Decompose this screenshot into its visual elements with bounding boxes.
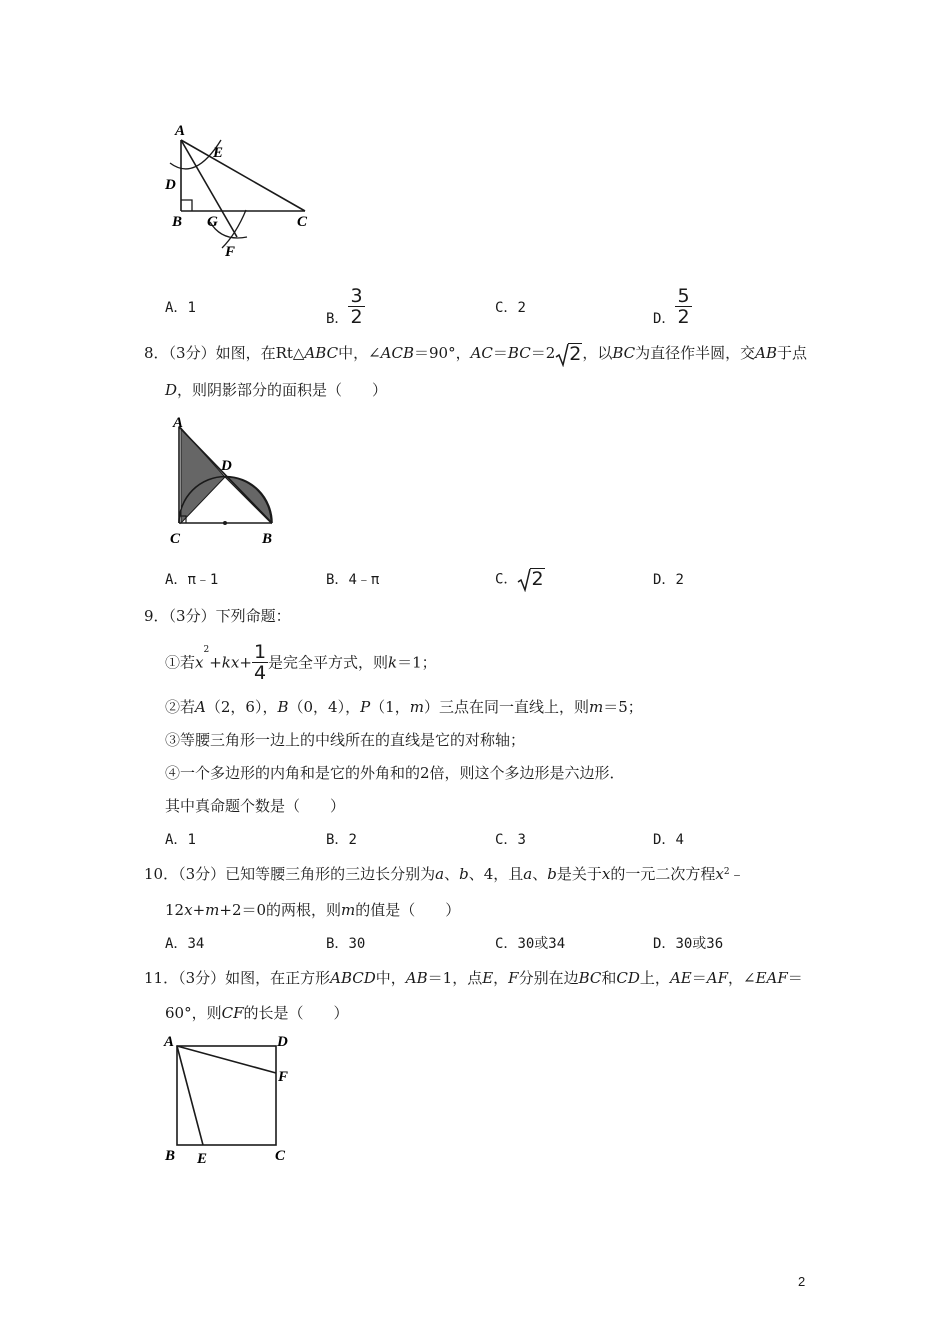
q10-option-a: A．34 xyxy=(165,936,205,952)
q8-option-d: D．2 xyxy=(653,572,684,588)
sqrt: 2 xyxy=(517,568,544,591)
q9-statement-4: ④一个多边形的内角和是它的外角和的2倍，则这个多边形是六边形． xyxy=(165,764,625,782)
q10-option-d: D．30或36 xyxy=(653,936,724,952)
q11-stem-line1: 11．（3分）如图，在正方形ABCD中，AB＝1，点E，F分别在边BC和CD上，AE＝AF，∠EAF＝ xyxy=(144,969,803,987)
q7-option-d: D． $\frac{5}{2}$ xyxy=(653,285,690,328)
q7-option-b: B． $\frac{3}{2}$ xyxy=(326,285,363,328)
q9-option-c: C．3 xyxy=(495,832,526,848)
q7-label-a: A xyxy=(175,123,186,139)
q8-option-b: B．4﹣π xyxy=(326,572,380,588)
q7-label-d: D xyxy=(165,177,176,193)
q11-label-f: F xyxy=(278,1069,289,1085)
q8-stem-line1: 8．（3分）如图，在Rt△ABC中，∠ACB＝90°，AC＝BC＝2 2，以BC为直径作半圆，交AB于点 xyxy=(144,343,808,365)
q11-figure xyxy=(160,1028,300,1168)
q11-label-a: A xyxy=(164,1034,175,1050)
q8-stem-line2: D，则阴影部分的面积是（ ） xyxy=(165,381,388,399)
q7-label-f: F xyxy=(225,244,236,260)
q8-option-a: A．π﹣1 xyxy=(165,572,219,588)
q8-label-d: D xyxy=(221,458,232,474)
q10-stem-line1: 10．（3分）已知等腰三角形的三边长分别为a、b、4，且a、b是关于x的一元二次方程$x^2﹣$ xyxy=(144,865,745,883)
q8-label-a: A xyxy=(173,415,184,431)
q7-label-g: G xyxy=(207,214,218,230)
q7-option-a: A．1 xyxy=(165,300,196,316)
q9-option-a: A．1 xyxy=(165,832,196,848)
q11-label-e: E xyxy=(197,1151,208,1167)
q10-option-c: C．30或34 xyxy=(495,936,566,952)
q7-label-c: C xyxy=(297,214,308,230)
q11-stem-line2: 60°，则CF的长是（ ） xyxy=(165,1004,349,1022)
q8-label-b: B xyxy=(262,531,273,547)
q7-label-e: E xyxy=(213,145,224,161)
q9-statement-1: ①若$x^2+kx+$ $\frac{1}{4}$ 是完全平方式，则k＝1； xyxy=(165,641,437,684)
q7-label-b: B xyxy=(172,214,183,230)
q9-option-b: B．2 xyxy=(326,832,357,848)
q9-stem: 9．（3分）下列命题： xyxy=(144,607,291,625)
q9-question: 其中真命题个数是（ ） xyxy=(165,797,346,815)
q8-figure xyxy=(162,410,287,550)
q9-statement-2: ②若A（2，6），B（0，4），P（1，m）三点在同一直线上，则m＝5； xyxy=(165,698,643,716)
q8-label-c: C xyxy=(170,531,181,547)
sqrt: 2 xyxy=(555,343,582,365)
page-number: 2 xyxy=(798,1274,806,1289)
q7-option-c: C．2 xyxy=(495,300,526,316)
q11-label-d: D xyxy=(277,1034,288,1050)
q8-option-c: C． 2 xyxy=(495,568,544,590)
q10-stem-line2: 12x+m+2＝0的两根，则m的值是（ ） xyxy=(165,901,461,919)
q9-option-d: D．4 xyxy=(653,832,684,848)
fraction: $\frac{1}{4}$ xyxy=(253,641,267,684)
q10-option-b: B．30 xyxy=(326,936,366,952)
q11-label-b: B xyxy=(165,1148,176,1164)
q9-statement-3: ③等腰三角形一边上的中线所在的直线是它的对称轴； xyxy=(165,731,526,749)
q7-figure xyxy=(160,118,330,263)
q11-label-c: C xyxy=(275,1148,286,1164)
